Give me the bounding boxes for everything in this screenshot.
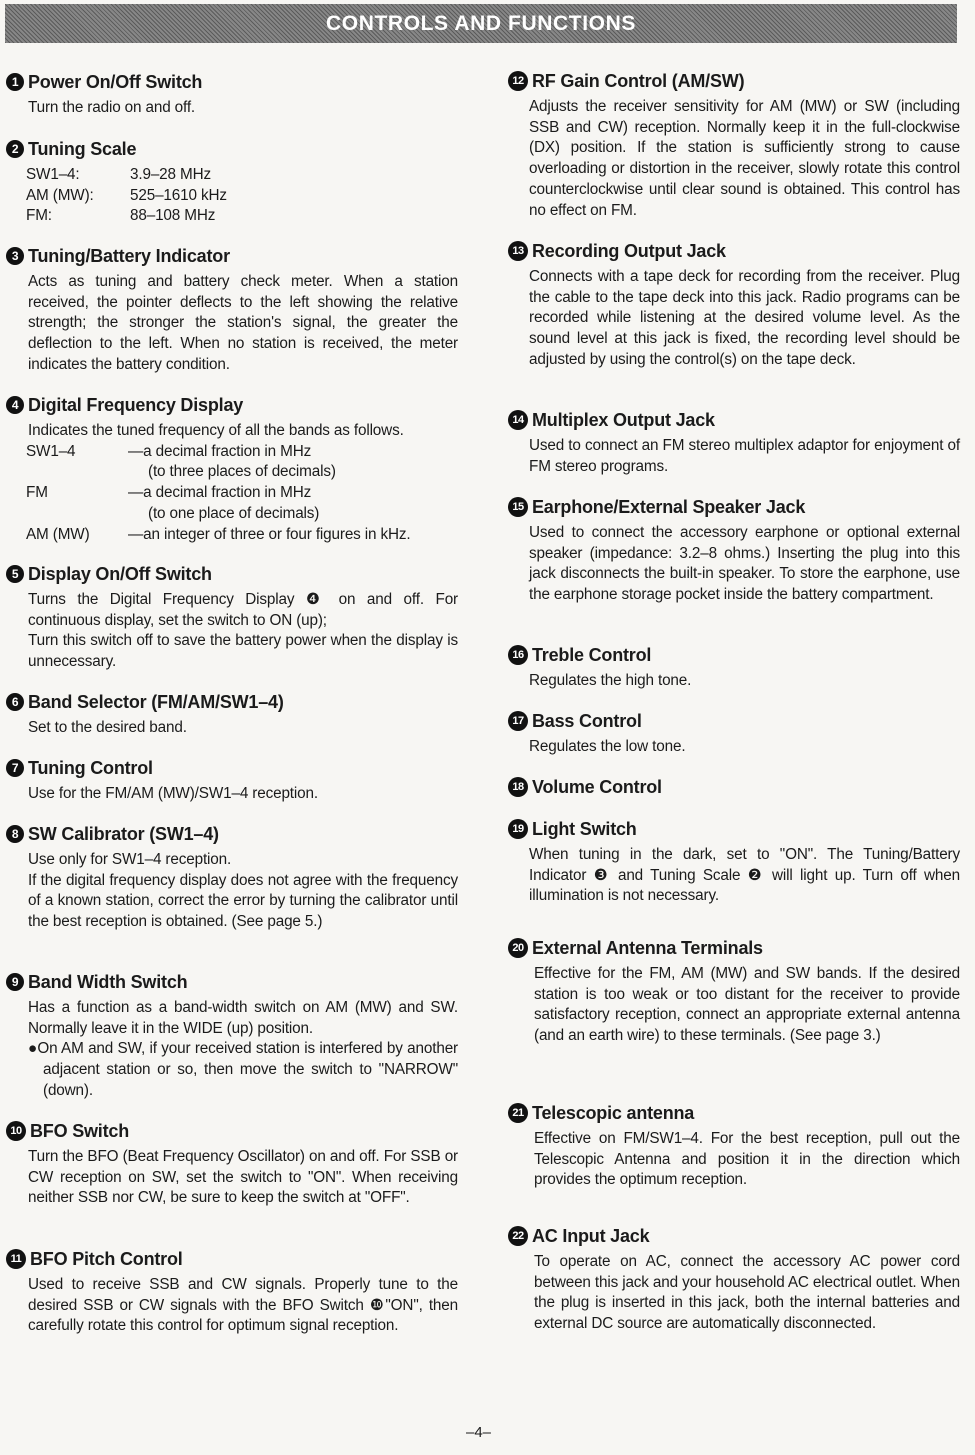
section-title: Power On/Off Switch	[28, 71, 203, 92]
band-format-row	[26, 442, 458, 463]
page-title: CONTROLS AND FUNCTIONS	[326, 11, 636, 35]
band-label: FM:	[26, 207, 52, 225]
band-format-row	[26, 525, 458, 546]
band-format: —a decimal fraction in MHz	[128, 484, 312, 502]
section-text: When tuning in the dark, set to "ON". The Tuning/Battery Indicator ❸ and Tuning Scale ❷ will light up. Turn off when illumination is not necessary.	[529, 846, 960, 905]
section-title: BFO Switch	[30, 1120, 130, 1141]
section-text: Set to the desired band.	[28, 719, 187, 736]
section-text: Turn the BFO (Beat Frequency Oscillator) on and off. For SSB or CW reception on SW, set the switch to "ON". When receiving neither SSB nor CW, be sure to keep the switch at "OFF".	[28, 1148, 458, 1207]
item-number-badge: 14	[508, 410, 528, 430]
item-number-badge: 22	[508, 1226, 528, 1246]
section-title: Tuning/Battery Indicator	[28, 245, 230, 266]
section-external-antenna-terminals	[508, 936, 960, 1047]
band-label: AM (MW)	[26, 525, 90, 543]
section-text: Used to connect the accessory earphone or optional external speaker (impedance: 3.2–8 ohms.) Inserting the plug into this jack disconnects the built-in speaker. To store the earphone, use the earphone storage pocket inside the battery compartment.	[529, 524, 960, 604]
section-title: SW Calibrator (SW1–4)	[28, 823, 219, 844]
section-multiplex-output-jack	[508, 408, 960, 477]
item-number-badge: 16	[508, 645, 528, 665]
item-number-badge: 19	[508, 819, 528, 839]
item-number-badge: 1	[6, 73, 24, 91]
band-format-note: (to three places of decimals)	[148, 463, 336, 481]
band-format: —an integer of three or four figures in kHz.	[128, 525, 411, 543]
item-number-badge: 2	[6, 140, 24, 158]
section-treble-control	[508, 643, 960, 692]
section-text: Effective for the FM, AM (MW) and SW bands. If the desired station is too weak or too distant for the receiver to provide satisfactory reception, connect an appropriate external antenna (and an earth wire) to these terminals. (See page 3.)	[534, 965, 960, 1045]
section-title: AC Input Jack	[532, 1225, 650, 1246]
section-title: BFO Pitch Control	[30, 1248, 183, 1269]
section-text: Regulates the low tone.	[529, 738, 686, 755]
section-title: Band Selector (FM/AM/SW1–4)	[28, 691, 284, 712]
band-format: —a decimal fraction in MHz	[128, 442, 312, 460]
item-number-badge: 3	[6, 247, 24, 265]
section-text: To operate on AC, connect the accessory AC power cord between this jack and your household AC electrical outlet. When the plug is inserted in this jack, both the internal batteries and external DC source are automatically disconnected.	[534, 1253, 960, 1333]
section-text: Connects with a tape deck for recording from the receiver. Plug the cable to the tape deck into this jack. Radio programs can be recorded while listening at the desired volume level. As the sound level at this jack is fixed, the recording level should be adjusted by using the control(s) on the tape deck.	[529, 268, 960, 368]
section-tuning-scale	[6, 137, 458, 227]
section-title: Bass Control	[532, 710, 642, 731]
band-label: AM (MW):	[26, 186, 94, 204]
section-title: Display On/Off Switch	[28, 563, 212, 584]
section-power-switch	[6, 70, 458, 119]
band-range: 525–1610 kHz	[130, 186, 227, 204]
section-title: Earphone/External Speaker Jack	[532, 496, 806, 517]
section-bass-control	[508, 709, 960, 758]
section-title: Tuning Control	[28, 757, 153, 778]
section-text: Used to receive SSB and CW signals. Properly tune to the desired SSB or CW signals with the BFO Switch ❿"ON", then carefully rotate this control for optimum signal reception.	[28, 1276, 458, 1335]
section-text: If the digital frequency display does not agree with the frequency of a known station, correct the error by turning the calibrator until the best reception is obtained. (See page 5.)	[28, 871, 458, 931]
section-title: Volume Control	[532, 776, 662, 797]
item-number-badge: 6	[6, 693, 24, 711]
section-sw-calibrator	[6, 822, 458, 933]
section-intro: Indicates the tuned frequency of all the bands as follows.	[28, 422, 404, 439]
section-text: Regulates the high tone.	[529, 672, 692, 689]
section-text: Adjusts the receiver sensitivity for AM (MW) or SW (including SSB and CW) reception. Normally keep it in the full-clockwise (DX) position. If the station is sufficiently strong to cause overloading or distortion in the receiver, slowly rotate this control counterclockwise until clear sound is obtained. This control has no effect on FM.	[529, 98, 960, 219]
item-number-badge: 4	[6, 396, 24, 414]
section-light-switch	[508, 817, 960, 907]
item-number-badge: 15	[508, 497, 528, 517]
section-text: Turn the radio on and off.	[28, 99, 196, 116]
item-number-badge: 21	[508, 1103, 528, 1123]
section-title: Light Switch	[532, 818, 637, 839]
section-text: Turns the Digital Frequency Display ❹ on and off. For continuous display, set the switch to ON (up);	[28, 591, 458, 629]
section-earphone-speaker-jack	[508, 495, 960, 606]
section-text: Turn this switch off to save the battery power when the display is unnecessary.	[28, 632, 458, 671]
section-tuning-control	[6, 756, 458, 805]
section-volume-control	[508, 775, 960, 799]
section-digital-frequency-display	[6, 393, 458, 545]
section-title: Band Width Switch	[28, 971, 188, 992]
band-range-row	[26, 165, 458, 186]
section-recording-output-jack	[508, 239, 960, 371]
bullet-note: ●On AM and SW, if your received station is interfered by another adjacent station or so, then move the switch to "NARROW"(down).	[28, 1040, 458, 1099]
band-range: 3.9–28 MHz	[130, 166, 211, 183]
section-text: Has a function as a band-width switch on AM (MW) and SW. Normally leave it in the WIDE (up) position.	[28, 999, 458, 1037]
section-bfo-pitch-control	[6, 1247, 458, 1337]
band-label: SW1–4	[26, 442, 76, 460]
section-text: Used to connect an FM stereo multiplex adaptor for enjoyment of FM stereo programs.	[529, 437, 960, 475]
item-number-badge: 7	[6, 759, 24, 777]
band-format-note: (to one place of decimals)	[148, 504, 320, 522]
section-title: Tuning Scale	[28, 138, 137, 159]
band-range-row	[26, 186, 458, 207]
band-label: FM	[26, 484, 48, 502]
section-display-switch	[6, 562, 458, 673]
section-title: Recording Output Jack	[532, 240, 726, 261]
item-number-badge: 17	[508, 711, 528, 731]
section-text: Effective on FM/SW1–4. For the best reception, pull out the Telescopic Antenna and position it in the direction which provides the optimum reception.	[534, 1130, 960, 1189]
section-title: Treble Control	[532, 644, 652, 665]
item-number-badge: 10	[6, 1121, 26, 1141]
band-range: 88–108 MHz	[130, 207, 216, 225]
section-text: Acts as tuning and battery check meter. When a station received, the pointer deflects to the left showing the relative strength; the stronger the station's signal, the greater the deflection to the left. When no station is received, the meter indicates the battery condition.	[28, 273, 458, 373]
section-bfo-switch	[6, 1119, 458, 1209]
item-number-badge: 11	[6, 1249, 26, 1269]
page-header-banner	[5, 4, 957, 43]
section-telescopic-antenna	[508, 1101, 960, 1191]
section-text: Use for the FM/AM (MW)/SW1–4 reception.	[28, 785, 318, 802]
item-number-badge: 18	[508, 777, 528, 797]
item-number-badge: 13	[508, 241, 528, 261]
band-format-row	[26, 483, 458, 504]
band-range-row	[26, 206, 458, 227]
section-rf-gain-control	[508, 69, 960, 221]
section-tuning-battery-indicator	[6, 244, 458, 376]
section-text: Use only for SW1–4 reception.	[28, 851, 232, 868]
section-title: External Antenna Terminals	[532, 937, 763, 958]
section-title: Multiplex Output Jack	[532, 409, 715, 430]
item-number-badge: 5	[6, 565, 24, 583]
section-band-selector	[6, 690, 458, 739]
item-number-badge: 20	[508, 938, 528, 958]
item-number-badge: 8	[6, 825, 24, 843]
page-number: –4–	[466, 1424, 492, 1441]
band-label: SW1–4:	[26, 166, 80, 183]
section-title: RF Gain Control (AM/SW)	[532, 70, 745, 91]
section-band-width-switch	[6, 970, 458, 1102]
section-title: Telescopic antenna	[532, 1102, 695, 1123]
item-number-badge: 12	[508, 71, 528, 91]
section-ac-input-jack	[508, 1224, 960, 1335]
item-number-badge: 9	[6, 973, 24, 991]
section-title: Digital Frequency Display	[28, 394, 244, 415]
